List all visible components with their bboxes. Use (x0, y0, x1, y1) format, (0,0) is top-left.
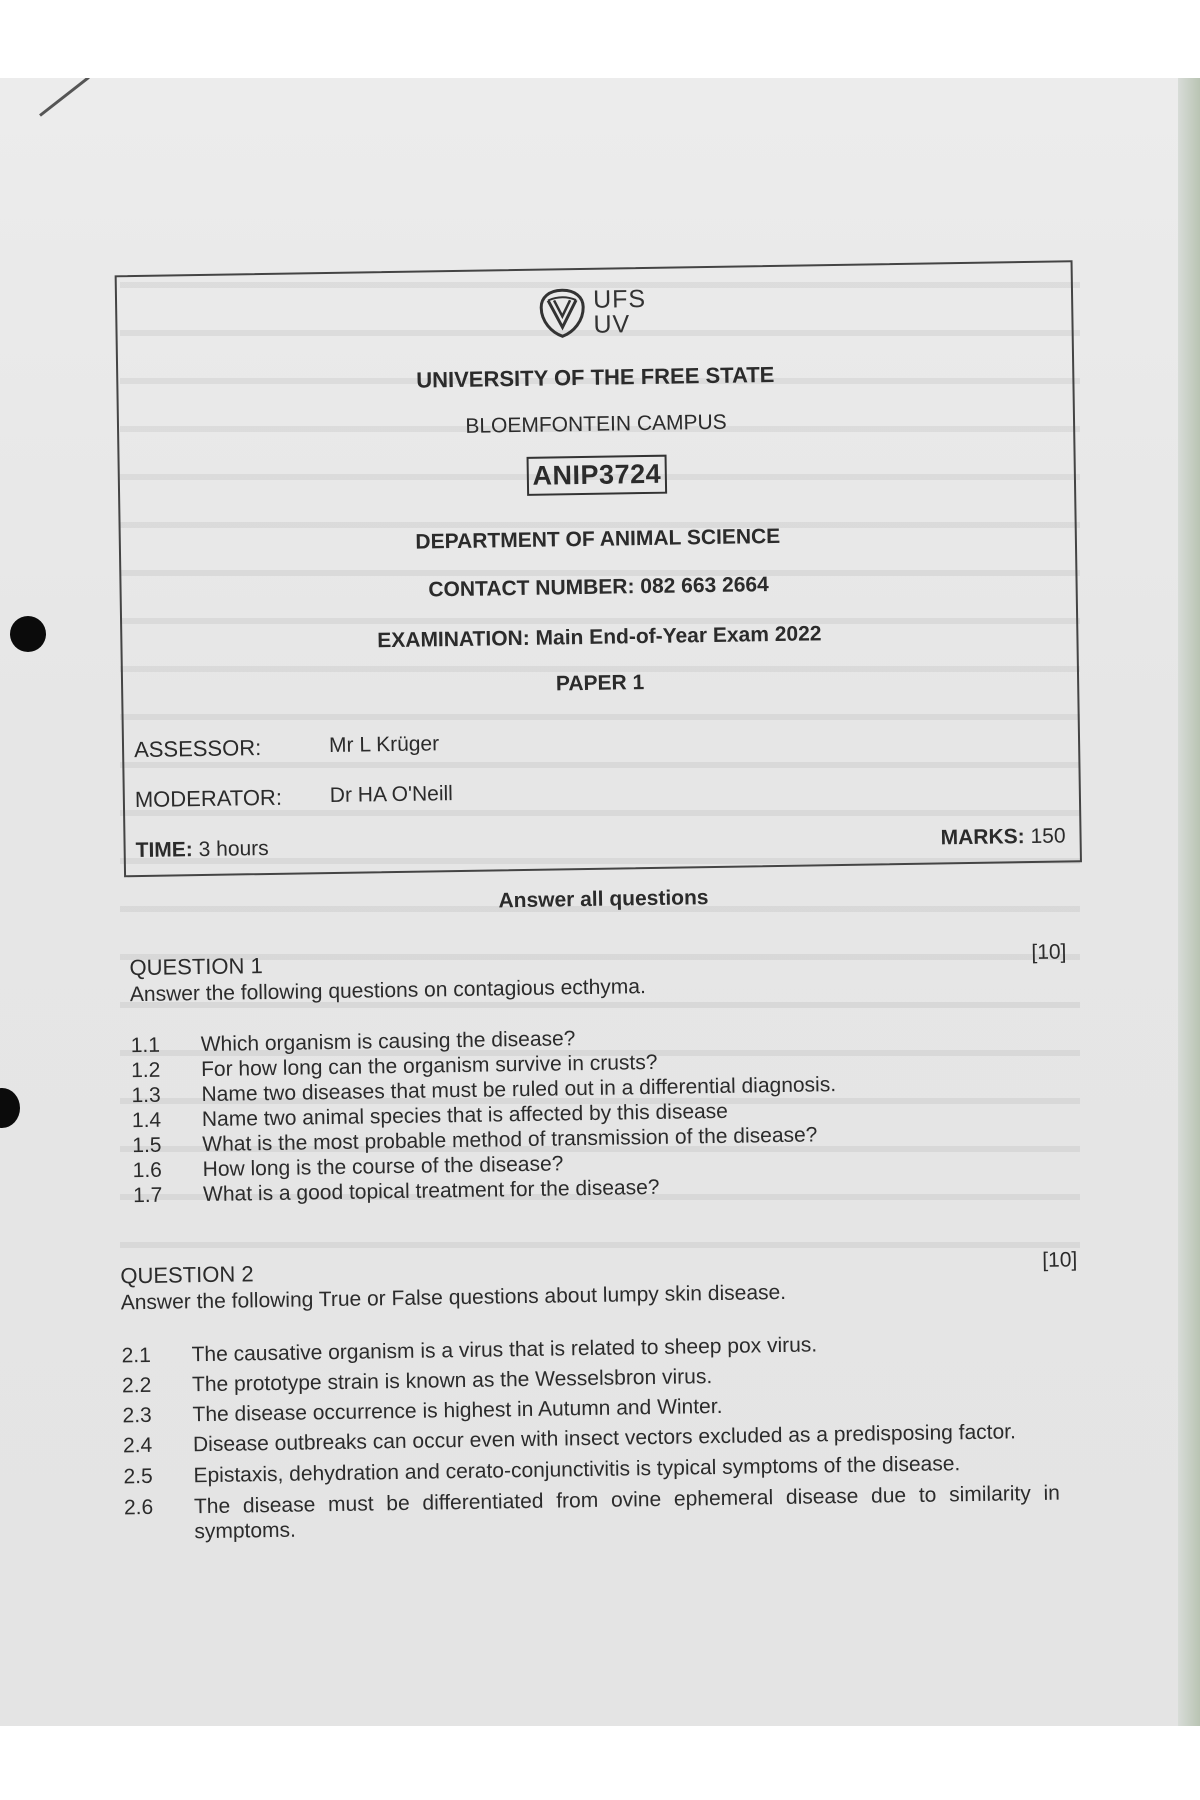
assessor-value: Mr L Krüger (328, 732, 440, 758)
item-number: 2.2 (121, 1373, 152, 1398)
item-text: What is the most probable method of transmission of the disease? (202, 1123, 818, 1157)
item-number: 1.6 (132, 1158, 163, 1183)
module-code-wrap (120, 448, 1074, 502)
punch-hole (0, 1088, 20, 1128)
question-heading: QUESTION 2 (120, 1261, 254, 1289)
item-text: Name two animal species that is affected by this disease (201, 1099, 729, 1132)
department-name: DEPARTMENT OF ANIMAL SCIENCE (415, 524, 781, 554)
item-text: What is a good topical treatment for the disease? (202, 1175, 660, 1207)
question-heading: QUESTION 1 (129, 953, 263, 981)
time-row (135, 837, 268, 863)
page-edge (1178, 78, 1200, 1726)
item-text: The causative organism is a virus that is related to sheep pox virus. (191, 1333, 818, 1367)
item-text: Epistaxis, dehydration and cerato-conjunctivitis is typical symptoms of the disease. (193, 1452, 961, 1488)
moderator-value: Dr HA O'Neill (329, 782, 454, 807)
logo-text-ufs: UFS (592, 284, 647, 314)
item-text: For how long can the organism survive in crusts? (200, 1050, 658, 1082)
marks-value: 150 (1030, 824, 1066, 848)
ufs-logo (537, 281, 662, 345)
question-items (131, 1019, 1034, 1208)
question-items (121, 1329, 1060, 1552)
contact-number: CONTACT NUMBER: 082 663 2664 (428, 573, 769, 602)
time-label: TIME: (135, 838, 194, 863)
item-text: The disease occurrence is highest in Autumn and Winter. (192, 1394, 723, 1427)
examination-title: EXAMINATION: Main End-of-Year Exam 2022 (377, 622, 822, 653)
item-number: 1.4 (131, 1108, 162, 1133)
instruction: Answer all questions (498, 886, 709, 913)
item-number: 2.6 (123, 1495, 154, 1520)
pencil-mark (39, 78, 90, 117)
time-value: 3 hours (198, 836, 269, 862)
item-text: Name two diseases that must be ruled out in a differential diagnosis. (201, 1073, 837, 1107)
item-text: Disease outbreaks can occur even with insect vectors excluded as a predisposing factor. (192, 1420, 1017, 1457)
moderator-label: MODERATOR: (134, 784, 283, 813)
item-number: 2.1 (121, 1343, 151, 1368)
marks-row (941, 824, 1066, 850)
item-number: 1.3 (131, 1083, 161, 1108)
marks-label: MARKS: (940, 825, 1025, 850)
paper-number: PAPER 1 (555, 671, 645, 696)
item-text: How long is the course of the disease? (202, 1152, 564, 1182)
campus-name: BLOEMFONTEIN CAMPUS (465, 410, 727, 438)
list-item (124, 1481, 1061, 1546)
item-number: 2.4 (122, 1433, 153, 1458)
item-number: 1.5 (132, 1133, 162, 1158)
question-marks: [10] (1042, 1248, 1078, 1272)
item-number: 1.7 (132, 1183, 163, 1208)
university-name: UNIVERSITY OF THE FREE STATE (416, 361, 775, 393)
exam-page (19, 159, 1153, 1716)
item-number: 1.2 (130, 1058, 161, 1083)
question-intro: Answer the following questions on contagious ecthyma. (129, 975, 647, 1007)
question-intro: Answer the following True or False questions about lumpy skin disease. (120, 1280, 787, 1315)
cover-box (115, 260, 1082, 877)
assessor-label: ASSESSOR: (133, 735, 262, 763)
photo-background (0, 78, 1200, 1726)
item-text: Which organism is causing the disease? (200, 1027, 576, 1057)
item-number: 1.1 (130, 1033, 161, 1058)
item-text: The prototype strain is known as the Wesselsbron virus. (191, 1365, 713, 1397)
item-number: 2.5 (123, 1464, 153, 1489)
ufs-crest-icon (537, 287, 588, 340)
module-code: ANIP3724 (526, 455, 667, 496)
logo-text-uv: UV (593, 310, 631, 339)
item-text: The disease must be differentiated from ovine ephemeral disease due to similarity in symptoms. (193, 1481, 1061, 1544)
item-number: 2.3 (122, 1403, 152, 1428)
question-marks: [10] (1031, 940, 1067, 964)
